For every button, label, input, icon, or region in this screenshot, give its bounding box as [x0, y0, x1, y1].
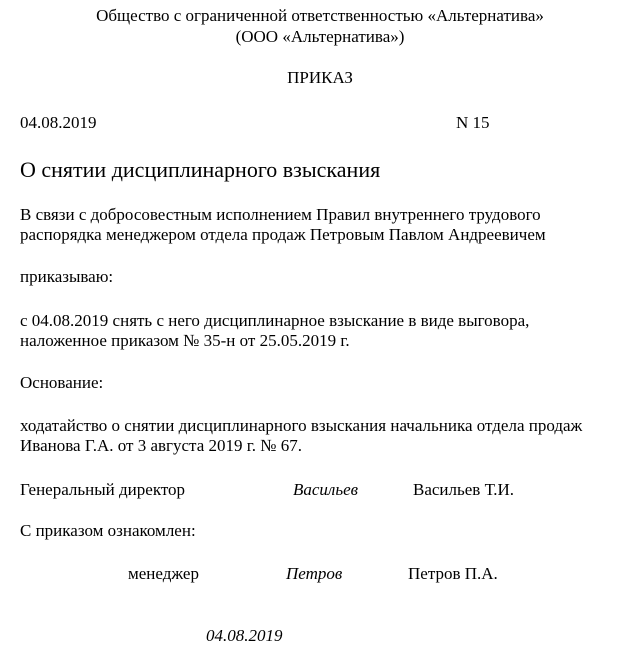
preamble-line-1: В связи с добросовестным исполнением Правил внутреннего трудового — [20, 205, 541, 224]
employee-name: Петров П.А. — [408, 564, 498, 583]
basis-line-2: Иванова Г.А. от 3 августа 2019 г. № 67. — [20, 436, 303, 455]
organization-short-name: (ООО «Альтернатива») — [235, 27, 405, 46]
basis-label: Основание: — [20, 373, 104, 392]
acknowledged-label: С приказом ознакомлен: — [20, 521, 196, 540]
order-number: N 15 — [456, 113, 490, 132]
director-name: Васильев Т.И. — [413, 480, 515, 499]
director-title: Генеральный директор — [20, 480, 186, 499]
order-text-line-1: с 04.08.2019 снять с него дисциплинарное взыскание в виде выговора, — [20, 311, 530, 330]
basis-line-1: ходатайство о снятии дисциплинарного взыскания начальника отдела продаж — [20, 416, 583, 435]
document-type: ПРИКАЗ — [287, 68, 353, 87]
order-date: 04.08.2019 — [20, 113, 97, 132]
order-text-line-2: наложенное приказом № 35-н от 25.05.2019 г. — [20, 331, 350, 350]
order-title: О снятии дисциплинарного взыскания — [20, 157, 381, 182]
organization-name: Общество с ограниченной ответственностью «Альтернатива» — [96, 6, 544, 25]
employee-title: менеджер — [128, 564, 199, 583]
acknowledgement-date: 04.08.2019 — [206, 626, 283, 645]
order-word: приказываю: — [20, 267, 114, 286]
director-signature: Васильев — [293, 480, 359, 499]
preamble-line-2: распорядка менеджером отдела продаж Петровым Павлом Андреевичем — [20, 225, 546, 244]
employee-signature: Петров — [286, 564, 343, 583]
